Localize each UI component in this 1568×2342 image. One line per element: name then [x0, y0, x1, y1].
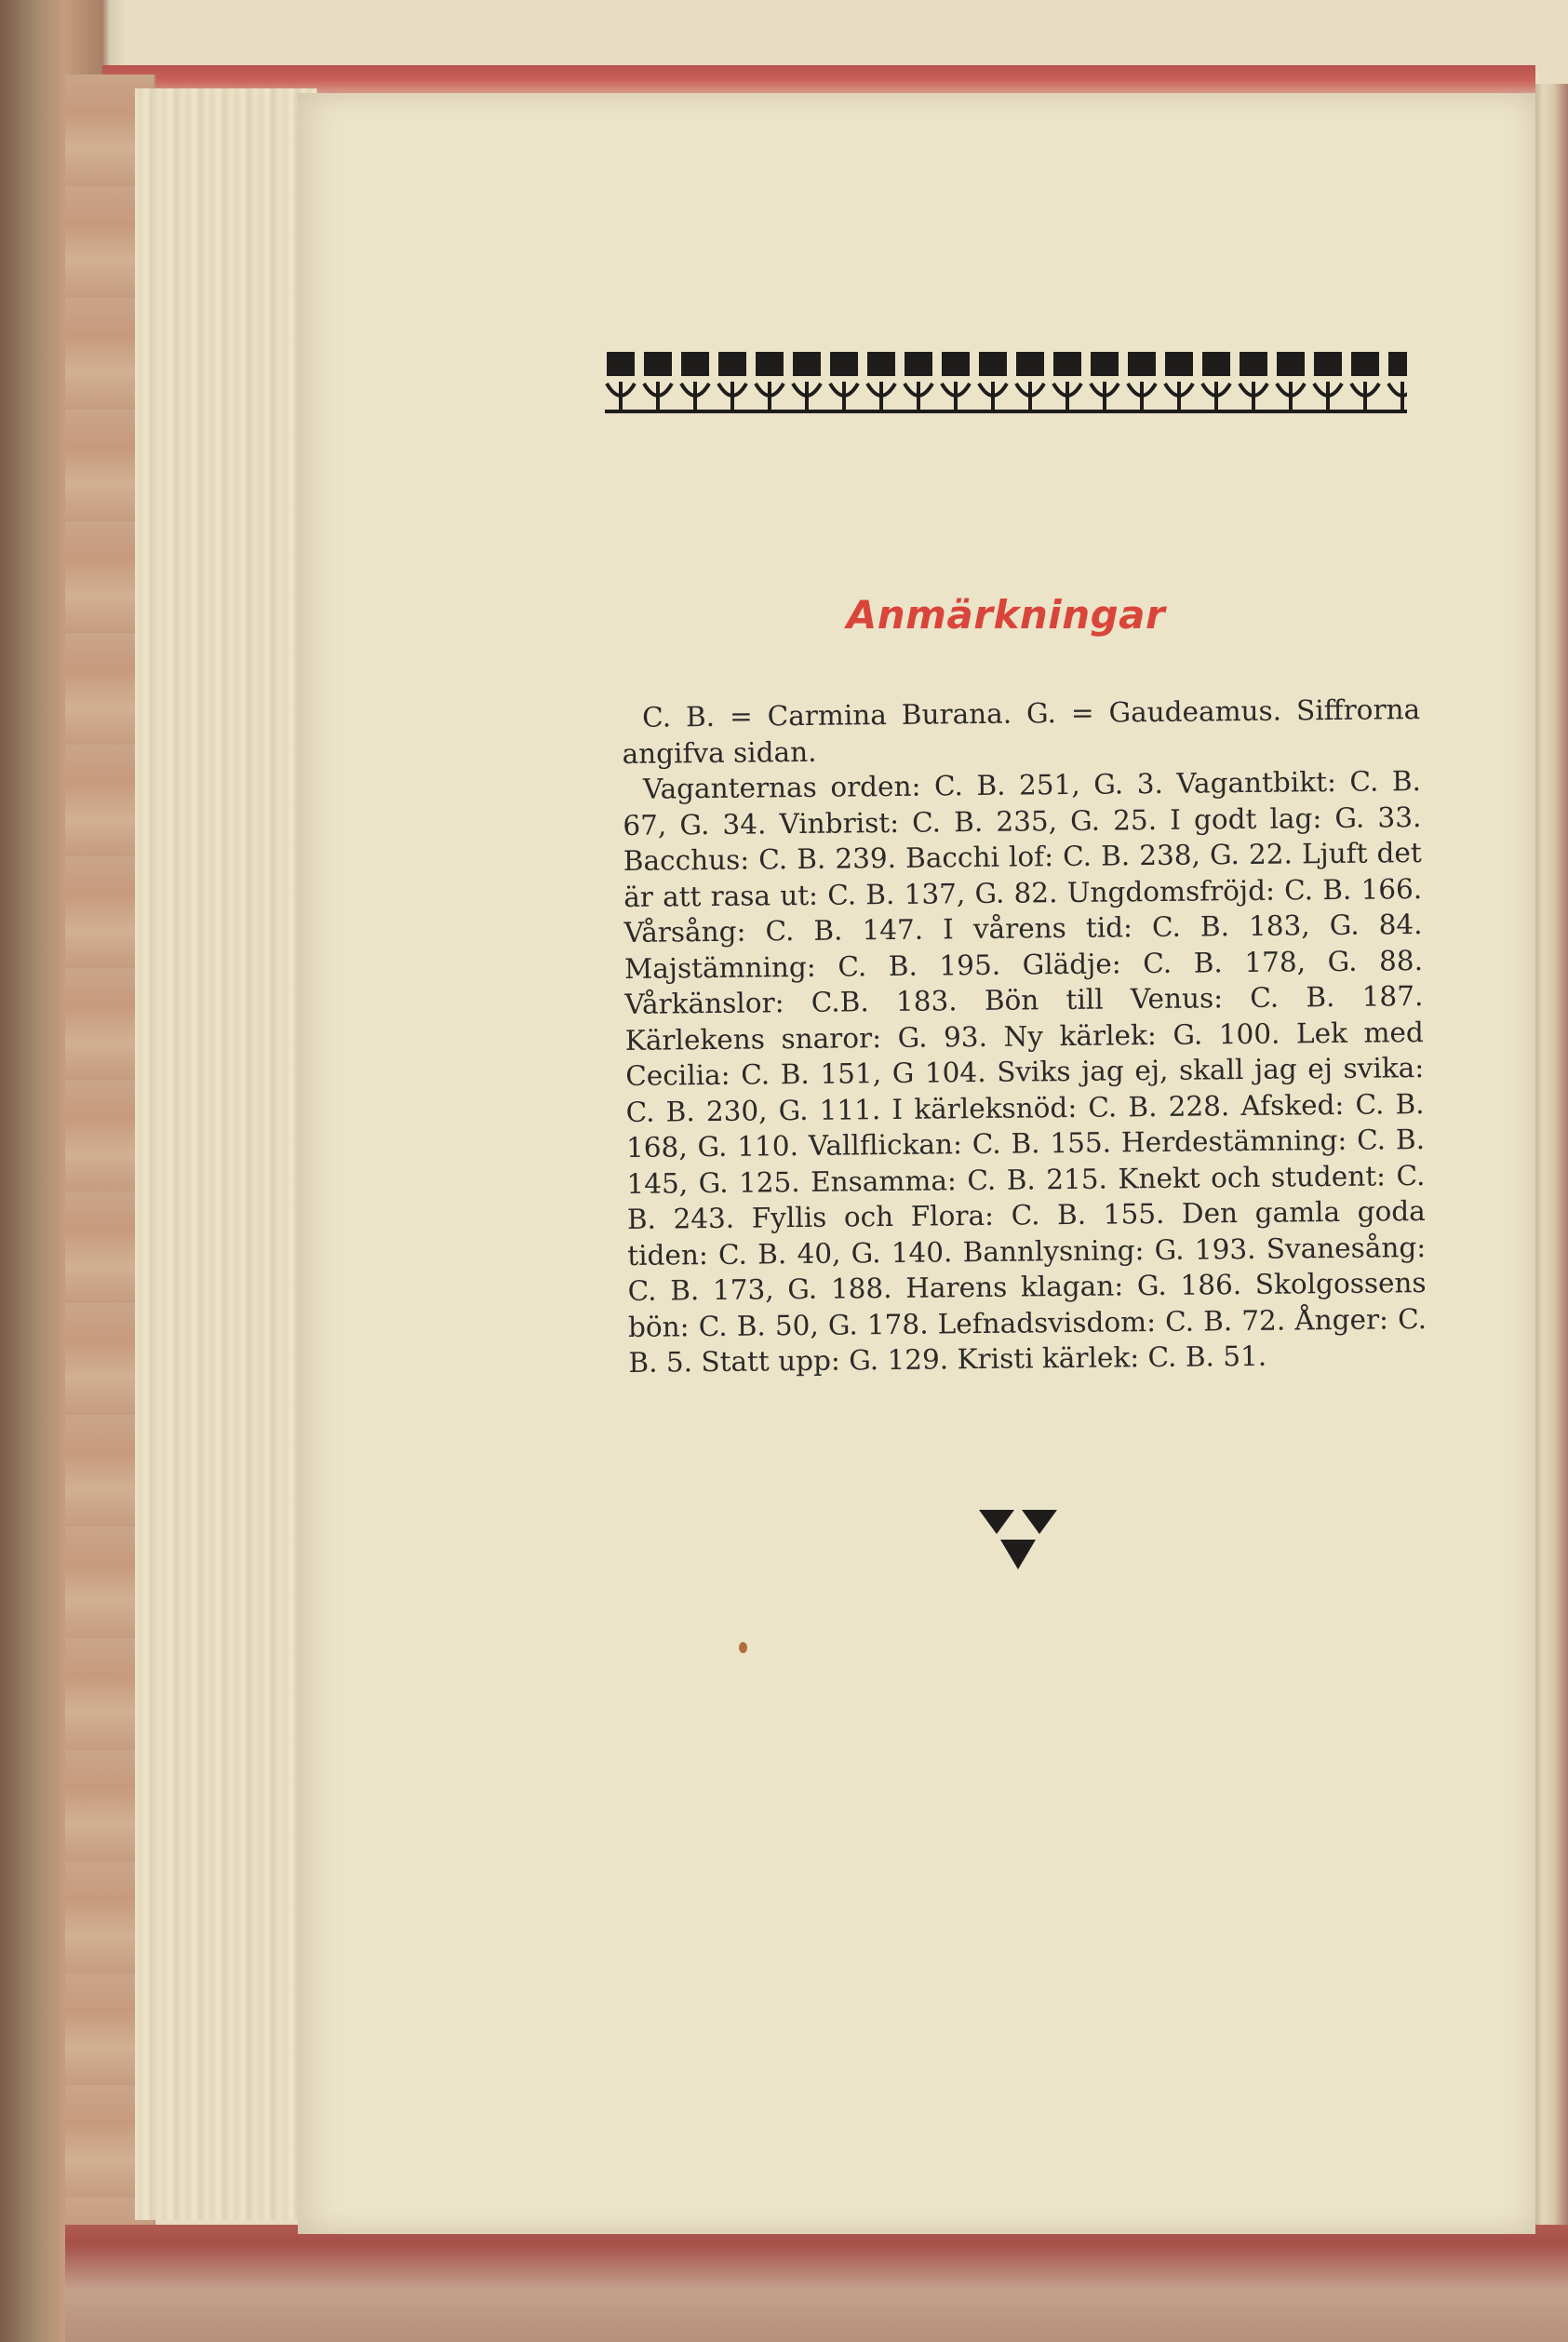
- paper-speck: [739, 1642, 747, 1653]
- book-right-edge: [1535, 84, 1568, 2253]
- three-triangles-tailpiece-icon: [977, 1506, 1059, 1573]
- notes-paragraph-abbreviations: C. B. = Carmina Burana. G. = Gaudeamus. Siffrorna angifva sidan.: [622, 693, 1421, 770]
- page-stack-edges: [135, 88, 317, 2220]
- page-heading: Anmärkningar: [846, 592, 1166, 638]
- notes-paragraph-references: Vaganternas orden: C. B. 251, G. 3. Vagantbikt: C. B. 67, G. 34. Vinbrist: C. B. 235, G. 25. I godt lag: G. 33. Bacchus: C. B. 239. Bacchi lof: C. B. 238, G. 22. Ljuft det är att rasa ut: C. B. 137, G. 82. Ungdomsfröjd: C. B. 166. Vårsång: C. B. 147. I vårens tid: C. B. 183, G. 84. Majstämning: C. B. 195. Glädje: C. B. 178, G. 88. Vårkänslor: C.B. 183. Bön till Venus: C. B. 187. Kärlekens snaror: G. 93. Ny kärlek: G. 100. Lek med Cecilia: C. B. 151, G 104. Sviks jag ej, skall jag ej svika: C. B. 230, G. 111. I kärleksnöd: C. B. 228. Afsked: C. B. 168, G. 110. Vallflickan: C. B. 155. Herdestämning: C. B. 145, G. 125. Ensamma: C. B. 215. Knekt och student: C. B. 243. Fyllis och Flora: C. B. 155. Den gamla goda tiden: C. B. 40, G. 140. Bannlysning: G. 193. Svanesång: C. B. 173, G. 188. Harens klagan: G. 186. Skolgossens bön: C. B. 50, G. 178. Lefnadsvisdom: C. B. 72. Ånger: C. B. 5. Statt upp: G. 129. Kristi kärlek: C. B. 51.: [623, 765, 1427, 1379]
- tulip-border-ornament-icon: [605, 348, 1407, 417]
- notes-body: [622, 692, 1427, 1380]
- book-bottom-edge: [65, 2225, 1568, 2342]
